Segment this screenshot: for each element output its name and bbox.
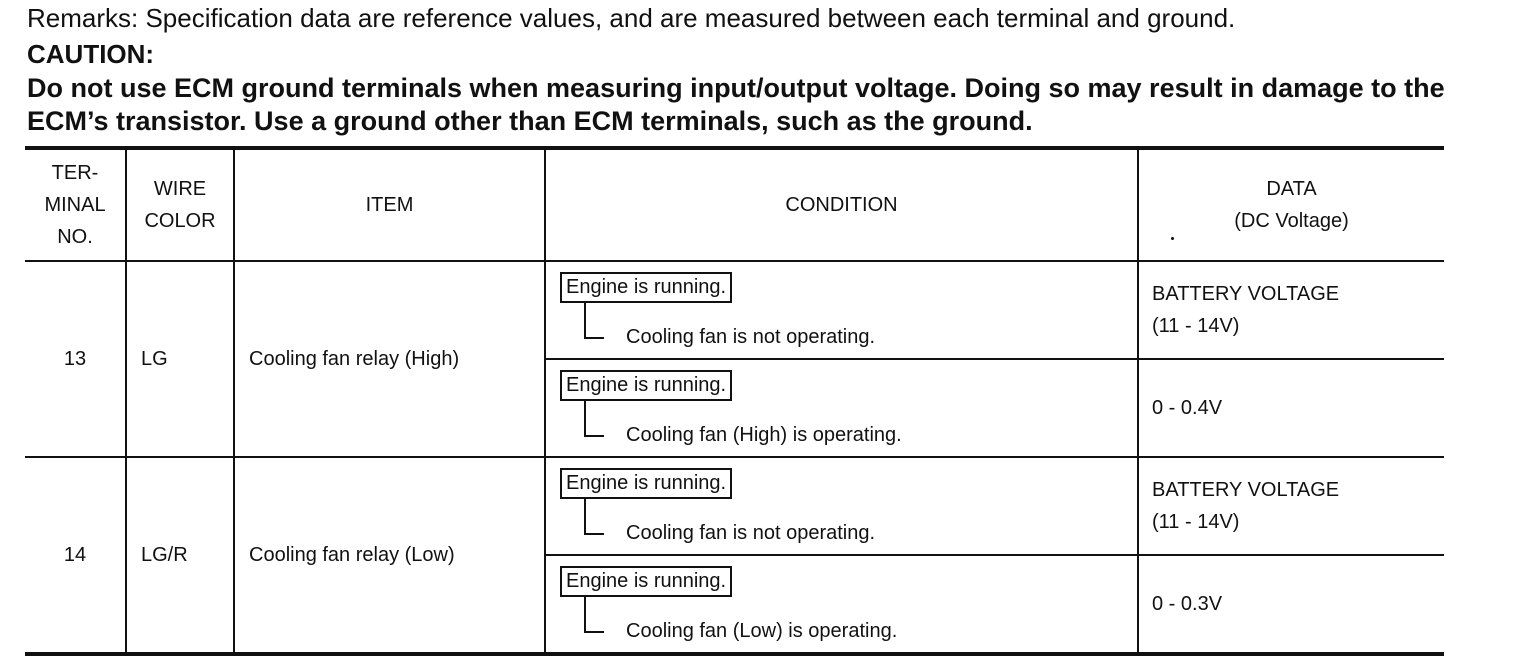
data-cell [1138, 359, 1444, 457]
data-value-line: (11 - 14V) [1152, 511, 1240, 533]
data-value-line: BATTERY VOLTAGE [1152, 479, 1340, 501]
condition-main-box: Engine is running. [560, 272, 732, 303]
terminal-no-cell: 14 [25, 457, 126, 654]
terminal-spec-table [25, 146, 1444, 656]
wire-color-cell: LG [126, 261, 234, 457]
condition-sub-text: Cooling fan (Low) is operating. [626, 620, 898, 642]
data-value-line: 0 - 0.4V [1152, 397, 1223, 419]
wire-color-cell: LG/R [126, 457, 234, 654]
header-data [1138, 148, 1444, 261]
item-cell: Cooling fan relay (High) [234, 261, 545, 457]
data-value-line: (11 - 14V) [1152, 315, 1240, 337]
data-cell [1138, 457, 1444, 555]
table-row [25, 261, 1444, 359]
condition-sub-text: Cooling fan (High) is operating. [626, 424, 902, 446]
data-cell [1138, 261, 1444, 359]
condition-sub-text: Cooling fan is not operating. [626, 522, 876, 544]
condition-main-box: Engine is running. [560, 370, 732, 401]
data-cell [1138, 555, 1444, 654]
condition-sub-text: Cooling fan is not operating. [626, 326, 876, 348]
item-cell: Cooling fan relay (Low) [234, 457, 545, 654]
header-terminal-line: NO. [57, 226, 93, 248]
terminal-no-cell: 13 [25, 261, 126, 457]
header-wire-color [126, 148, 234, 261]
caution-body: Do not use ECM ground terminals when measuring input/output voltage. Doing so may result in damage to the ECM’s transistor. Use a ground other than ECM terminals, such as the ground. [27, 73, 1445, 136]
condition-cell [545, 359, 1138, 457]
header-terminal-line: MINAL [44, 194, 106, 216]
header-terminal-line: TER- [51, 162, 99, 184]
table-row [25, 457, 1444, 555]
condition-cell [545, 457, 1138, 555]
condition-cell [545, 555, 1138, 654]
header-wire-color-line: COLOR [144, 210, 216, 232]
caution-title: CAUTION: [27, 39, 155, 69]
header-terminal-no [25, 148, 126, 261]
data-value-line: 0 - 0.3V [1152, 593, 1223, 615]
header-item: ITEM [234, 148, 545, 261]
condition-main-box: Engine is running. [560, 468, 732, 499]
remarks-text: Remarks: Specification data are reference values, and are measured between each terminal and ground. [27, 3, 1236, 33]
condition-cell [545, 261, 1138, 359]
table-header-row [25, 148, 1444, 261]
condition-connector [584, 303, 604, 339]
condition-main-box: Engine is running. [560, 566, 732, 597]
header-data-line: (DC Voltage) [1234, 210, 1349, 232]
header-condition: CONDITION [545, 148, 1138, 261]
condition-connector [584, 401, 604, 437]
header-wire-color-line: WIRE [153, 178, 207, 200]
condition-connector [584, 499, 604, 535]
scan-speck [1171, 237, 1174, 240]
header-data-line: DATA [1266, 178, 1317, 200]
data-value-line: BATTERY VOLTAGE [1152, 283, 1340, 305]
condition-connector [584, 597, 604, 633]
